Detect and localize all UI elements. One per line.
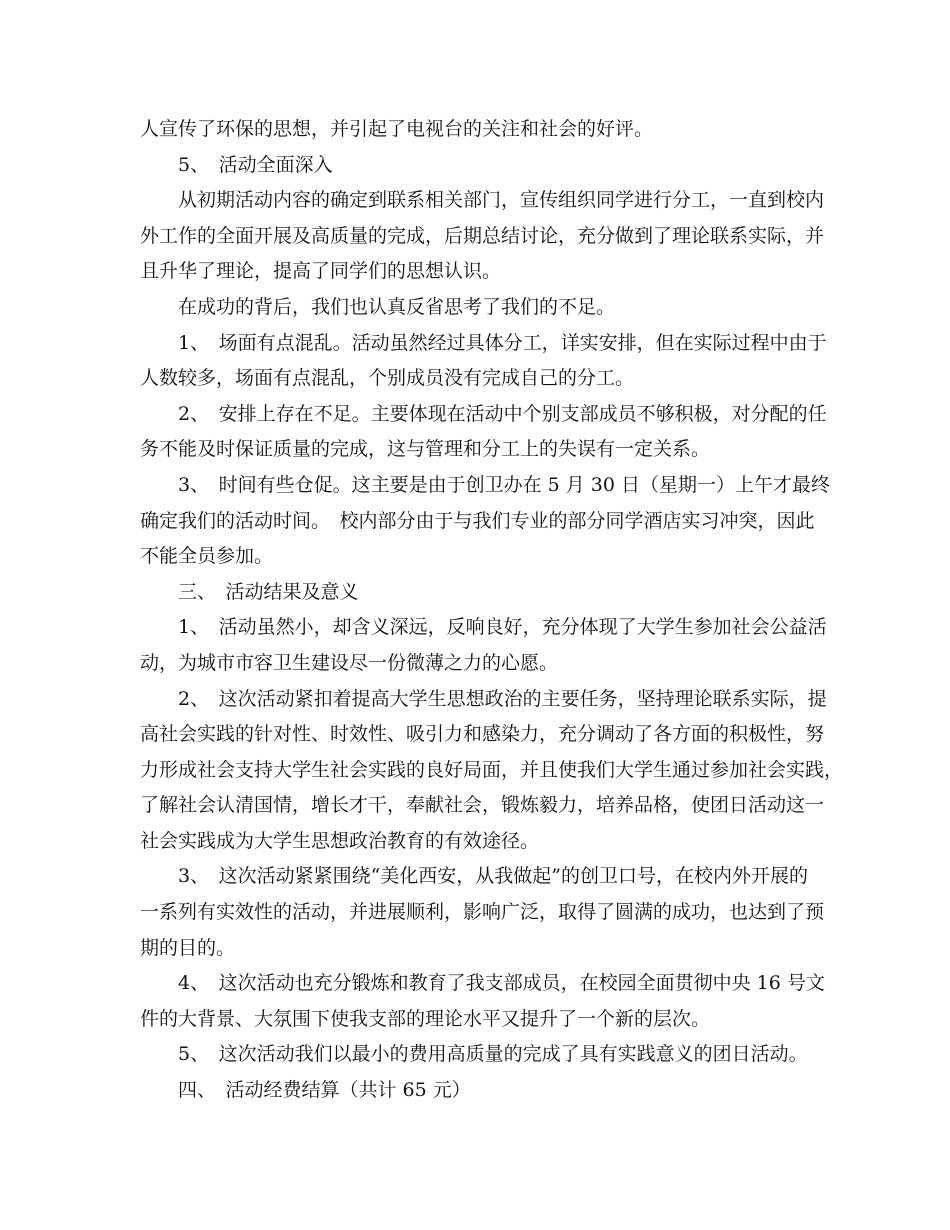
text-line: 人数较多，场面有点混乱，个别成员没有完成自己的分工。: [140, 367, 635, 390]
text-line: 件的大背景、大氛围下使我支部的理论水平又提升了一个新的层次。: [140, 1007, 711, 1030]
text-line: 2、 安排上存在不足。主要体现在活动中个别支部成员不够积极，对分配的任: [178, 402, 827, 425]
text-line: 一系列有实效性的活动，并进展顺利，影响广泛，取得了圆满的成功，也达到了预: [140, 901, 825, 924]
text-line: 力形成社会支持大学生社会实践的良好局面，并且使我们大学生通过参加社会实践，: [140, 758, 844, 781]
text-line: 3、 时间有些仓促。这主要是由于创卫办在 5 月 30 日（星期一）上午才最终: [178, 473, 831, 496]
text-line: 3、 这次活动紧紧围绕“美化西安，从我做起”的创卫口号，在校内外开展的: [178, 865, 809, 888]
text-line: 高社会实践的针对性、时效性、吸引力和感染力，充分调动了各方面的积极性，努: [140, 723, 825, 746]
text-line: 在成功的背后，我们也认真反省思考了我们的不足。: [178, 295, 616, 318]
text-line: 三、 活动结果及意义: [178, 580, 359, 603]
text-line: 4、 这次活动也充分锻炼和教育了我支部成员，在校园全面贯彻中央 16 号文: [178, 972, 825, 995]
text-line: 1、 场面有点混乱。活动虽然经过具体分工，详实安排，但在实际过程中由于: [178, 331, 827, 354]
text-line: 务不能及时保证质量的完成，这与管理和分工上的失误有一定关系。: [140, 438, 711, 461]
text-line: 5、 这次活动我们以最小的费用高质量的完成了具有实践意义的团日活动。: [178, 1043, 808, 1066]
text-line: 社会实践成为大学生思想政治教育的有效途径。: [140, 829, 540, 852]
text-line: 1、 活动虽然小，却含义深远，反响良好，充分体现了大学生参加社会公益活: [178, 616, 827, 639]
text-line: 2、 这次活动紧扣着提高大学生思想政治的主要任务，坚持理论联系实际，提: [178, 687, 827, 710]
text-line: 确定我们的活动时间。 校内部分由于与我们专业的部分同学酒店实习冲突，因此: [140, 509, 815, 532]
text-line: 动，为城市市容卫生建设尽一份微薄之力的心愿。: [140, 651, 559, 674]
text-line: 外工作的全面开展及高质量的完成，后期总结讨论，充分做到了理论联系实际，并: [140, 224, 825, 247]
text-line: 从初期活动内容的确定到联系相关部门，宣传组织同学进行分工，一直到校内: [178, 189, 825, 212]
text-line: 5、 活动全面深入: [178, 153, 333, 176]
text-line: 且升华了理论，提高了同学们的思想认识。: [140, 260, 502, 283]
text-line: 人宣传了环保的思想，并引起了电视台的关注和社会的好评。: [140, 118, 654, 140]
text-line: 了解社会认清国情，增长才干，奉献社会，锻炼毅力，培养品格，使团日活动这一: [140, 794, 825, 817]
text-line: 期的目的。: [140, 936, 236, 959]
document-page: [140, 112, 844, 1109]
text-line: 四、 活动经费结算（共计 65 元）: [178, 1079, 471, 1102]
text-line: 不能全员参加。: [140, 545, 274, 568]
